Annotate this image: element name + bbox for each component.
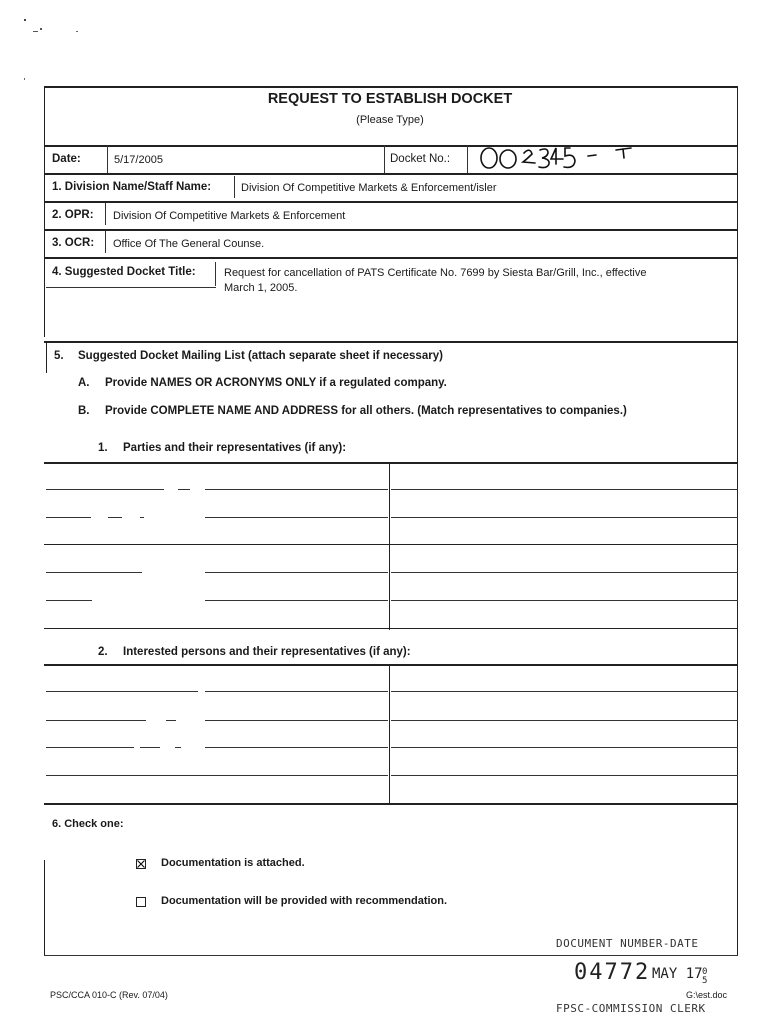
checkbox-x-mark bbox=[137, 860, 145, 868]
cell-divider bbox=[234, 176, 235, 198]
scan-speck bbox=[76, 31, 78, 32]
opr-value: Division Of Competitive Markets & Enforcement bbox=[113, 210, 346, 222]
table-line bbox=[391, 517, 738, 518]
cell-divider bbox=[107, 145, 108, 173]
form-top-border bbox=[44, 86, 738, 88]
scan-speck bbox=[24, 78, 25, 80]
docket-title-label: 4. Suggested Docket Title: bbox=[52, 266, 196, 278]
table-line bbox=[178, 489, 190, 490]
form-bottom-border bbox=[44, 955, 738, 956]
table-line bbox=[166, 720, 176, 721]
table-line bbox=[205, 747, 388, 748]
table-line bbox=[108, 517, 122, 518]
mailing-b-letter: B. bbox=[78, 405, 90, 417]
docket-number-label: Docket No.: bbox=[390, 153, 451, 165]
scan-speck bbox=[33, 31, 38, 32]
ocr-label: 3. OCR: bbox=[52, 237, 95, 249]
docket-number-text bbox=[478, 148, 525, 160]
table-line bbox=[46, 775, 388, 776]
division-value: Division Of Competitive Markets & Enforcement/isler bbox=[241, 182, 497, 194]
form-subtitle: (Please Type) bbox=[356, 114, 424, 126]
table-line bbox=[391, 572, 738, 573]
ocr-value: Office Of The General Counse. bbox=[113, 238, 265, 250]
table-line bbox=[46, 720, 146, 721]
table-line bbox=[205, 517, 388, 518]
form-left-border bbox=[44, 860, 45, 956]
table-column-divider bbox=[389, 462, 390, 630]
scan-speck bbox=[24, 19, 26, 21]
form-left-border bbox=[46, 341, 47, 373]
cell-divider bbox=[467, 145, 468, 173]
table-line bbox=[391, 600, 738, 601]
table-line bbox=[140, 517, 144, 518]
interested-number: 2. bbox=[98, 646, 108, 658]
commission-clerk-stamp: FPSC-COMMISSION CLERK bbox=[556, 1002, 706, 1015]
table-line bbox=[391, 489, 738, 490]
table-line bbox=[44, 628, 738, 629]
document-number-stamp-year: 05 bbox=[702, 967, 708, 986]
label-underline bbox=[46, 287, 216, 288]
date-value: 5/17/2005 bbox=[114, 154, 163, 166]
docket-title-line2: March 1, 2005. bbox=[224, 282, 298, 294]
table-line bbox=[391, 691, 738, 692]
opr-label: 2. OPR: bbox=[52, 209, 94, 221]
table-line bbox=[391, 775, 738, 776]
docket-title-line1: Request for cancellation of PATS Certificate No. 7699 by Siesta Bar/Grill, Inc., effective bbox=[224, 267, 647, 279]
mailing-b-text: Provide COMPLETE NAME AND ADDRESS for all others. (Match representatives to companies.) bbox=[105, 405, 627, 417]
cell-divider bbox=[105, 203, 106, 225]
date-label: Date: bbox=[52, 153, 81, 165]
mailing-heading: Suggested Docket Mailing List (attach separate sheet if necessary) bbox=[78, 350, 443, 362]
parties-label: Parties and their representatives (if any): bbox=[123, 442, 347, 454]
documentation-attached-label: Documentation is attached. bbox=[161, 857, 305, 869]
file-name: G:\est.doc bbox=[686, 990, 728, 1000]
table-line bbox=[44, 664, 738, 666]
row-divider bbox=[44, 173, 738, 175]
table-line bbox=[44, 462, 738, 464]
cell-divider bbox=[384, 145, 385, 173]
cell-divider bbox=[105, 231, 106, 253]
row-divider bbox=[44, 201, 738, 203]
row-divider bbox=[44, 341, 738, 343]
form-title: REQUEST TO ESTABLISH DOCKET bbox=[267, 91, 513, 107]
table-column-divider bbox=[389, 664, 390, 804]
table-line bbox=[205, 572, 388, 573]
check-one-label: 6. Check one: bbox=[52, 818, 124, 830]
table-line bbox=[44, 544, 738, 545]
table-line bbox=[46, 747, 134, 748]
row-divider bbox=[44, 257, 738, 259]
table-line bbox=[391, 747, 738, 748]
table-line bbox=[140, 747, 160, 748]
table-line bbox=[46, 691, 198, 692]
interested-label: Interested persons and their representatives (if any): bbox=[123, 646, 411, 658]
table-line bbox=[175, 747, 181, 748]
table-line bbox=[46, 517, 91, 518]
row-divider bbox=[44, 229, 738, 231]
scan-speck bbox=[40, 28, 42, 30]
table-line bbox=[205, 600, 388, 601]
document-number-stamp-number: 04772 bbox=[574, 960, 651, 985]
parties-number: 1. bbox=[98, 442, 108, 454]
mailing-a-letter: A. bbox=[78, 377, 90, 389]
table-line bbox=[44, 803, 738, 805]
table-line bbox=[46, 489, 164, 490]
mailing-number: 5. bbox=[54, 350, 64, 362]
table-line bbox=[391, 720, 738, 721]
division-label: 1. Division Name/Staff Name: bbox=[52, 181, 212, 193]
table-line bbox=[205, 720, 388, 721]
table-line bbox=[46, 600, 92, 601]
documentation-with-recommendation-checkbox[interactable] bbox=[136, 897, 146, 907]
cell-divider bbox=[215, 262, 216, 286]
table-line bbox=[205, 489, 388, 490]
form-right-border bbox=[737, 86, 738, 956]
table-line bbox=[46, 572, 142, 573]
document-number-stamp-header: DOCUMENT NUMBER-DATE bbox=[556, 937, 699, 950]
mailing-a-text: Provide NAMES OR ACRONYMS ONLY if a regulated company. bbox=[105, 377, 447, 389]
documentation-attached-checkbox[interactable] bbox=[136, 859, 146, 869]
form-id: PSC/CCA 010-C (Rev. 07/04) bbox=[50, 990, 168, 1000]
document-number-stamp-date: MAY 17 bbox=[652, 966, 703, 982]
documentation-with-recommendation-label: Documentation will be provided with recommendation. bbox=[161, 895, 448, 907]
table-line bbox=[205, 691, 388, 692]
